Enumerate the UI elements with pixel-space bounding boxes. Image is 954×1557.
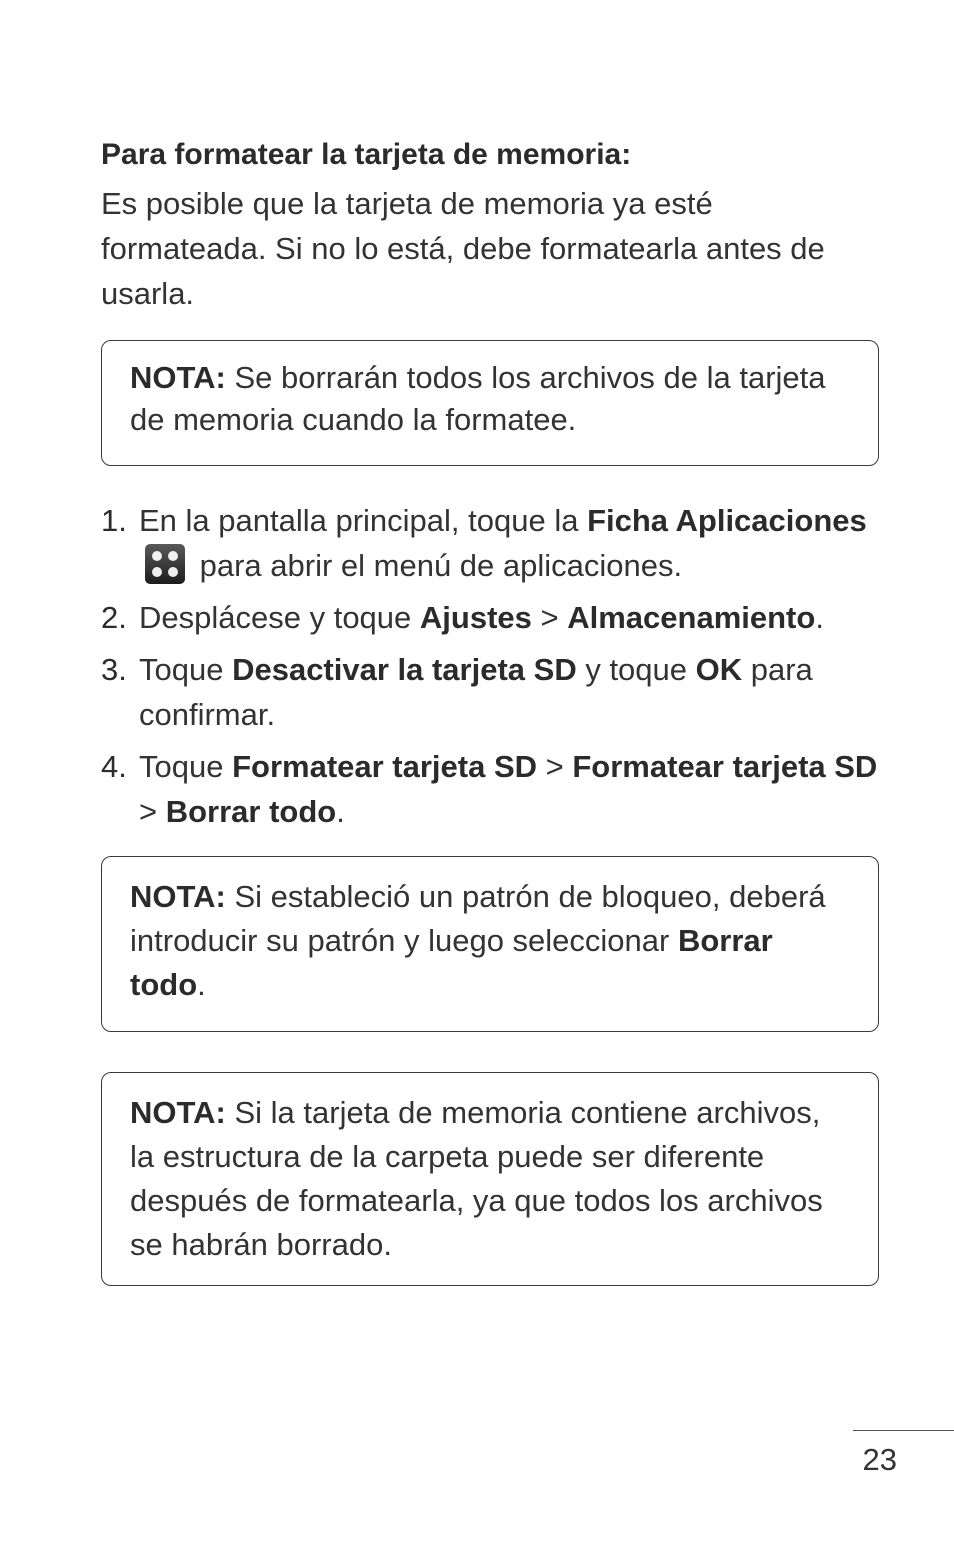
document-page	[101, 135, 879, 1286]
step-bold: Formatear tarjeta SD	[572, 749, 878, 784]
step-2	[101, 595, 879, 640]
note-box-3	[101, 1072, 879, 1286]
step-text: >	[531, 600, 568, 635]
step-text: para abrir el menú de aplicaciones.	[191, 548, 683, 583]
steps-list	[101, 498, 879, 834]
note-bold: Borrar todo	[130, 923, 773, 1002]
note-text: Si estableció un patrón de bloqueo, deberá introducir su patrón y luego seleccionar	[130, 879, 826, 958]
note-label: NOTA:	[130, 879, 226, 914]
page-number: 23	[862, 1442, 897, 1477]
step-text: .	[815, 600, 824, 635]
step-text: >	[139, 794, 166, 829]
section-heading: Para formatear la tarjeta de memoria:	[101, 138, 632, 171]
step-text: Toque	[139, 749, 233, 784]
step-bold: Ficha Aplicaciones	[587, 503, 867, 538]
step-number: 2.	[101, 600, 127, 635]
note-label: NOTA:	[130, 1095, 226, 1130]
step-4	[101, 744, 879, 834]
step-3	[101, 647, 879, 737]
step-text: para confirmar.	[139, 652, 813, 732]
note-box-1	[101, 340, 879, 466]
step-text: .	[336, 794, 345, 829]
step-text: Toque	[139, 652, 233, 687]
step-bold: Desactivar la tarjeta SD	[232, 652, 577, 687]
step-bold: OK	[695, 652, 743, 687]
step-bold: Formatear tarjeta SD	[232, 749, 538, 784]
apps-grid-icon	[145, 544, 185, 584]
note-text: Si la tarjeta de memoria contiene archivos, la estructura de la carpeta puede ser diferente después de formatearla, ya que todos los archivos se habrán borrado.	[130, 1095, 823, 1262]
step-number: 3.	[101, 652, 127, 687]
step-text: >	[537, 749, 573, 784]
note-label: NOTA:	[130, 360, 226, 395]
footer-rule	[853, 1430, 954, 1431]
step-number: 4.	[101, 749, 127, 784]
intro-paragraph: Es posible que la tarjeta de memoria ya esté formateada. Si no lo está, debe formatearla antes de usarla.	[101, 186, 825, 311]
note-box-2	[101, 856, 879, 1032]
step-bold: Ajustes	[419, 600, 532, 635]
step-1	[101, 498, 879, 588]
step-text: y toque	[576, 652, 696, 687]
step-number: 1.	[101, 503, 127, 538]
step-bold: Almacenamiento	[567, 600, 816, 635]
note-text: .	[197, 967, 206, 1002]
step-text: En la pantalla principal, toque la	[139, 503, 588, 538]
step-bold: Borrar todo	[165, 794, 337, 829]
note-text: Se borrarán todos los archivos de la tarjeta de memoria cuando la formatee.	[130, 360, 826, 437]
step-text: Desplácese y toque	[139, 600, 420, 635]
